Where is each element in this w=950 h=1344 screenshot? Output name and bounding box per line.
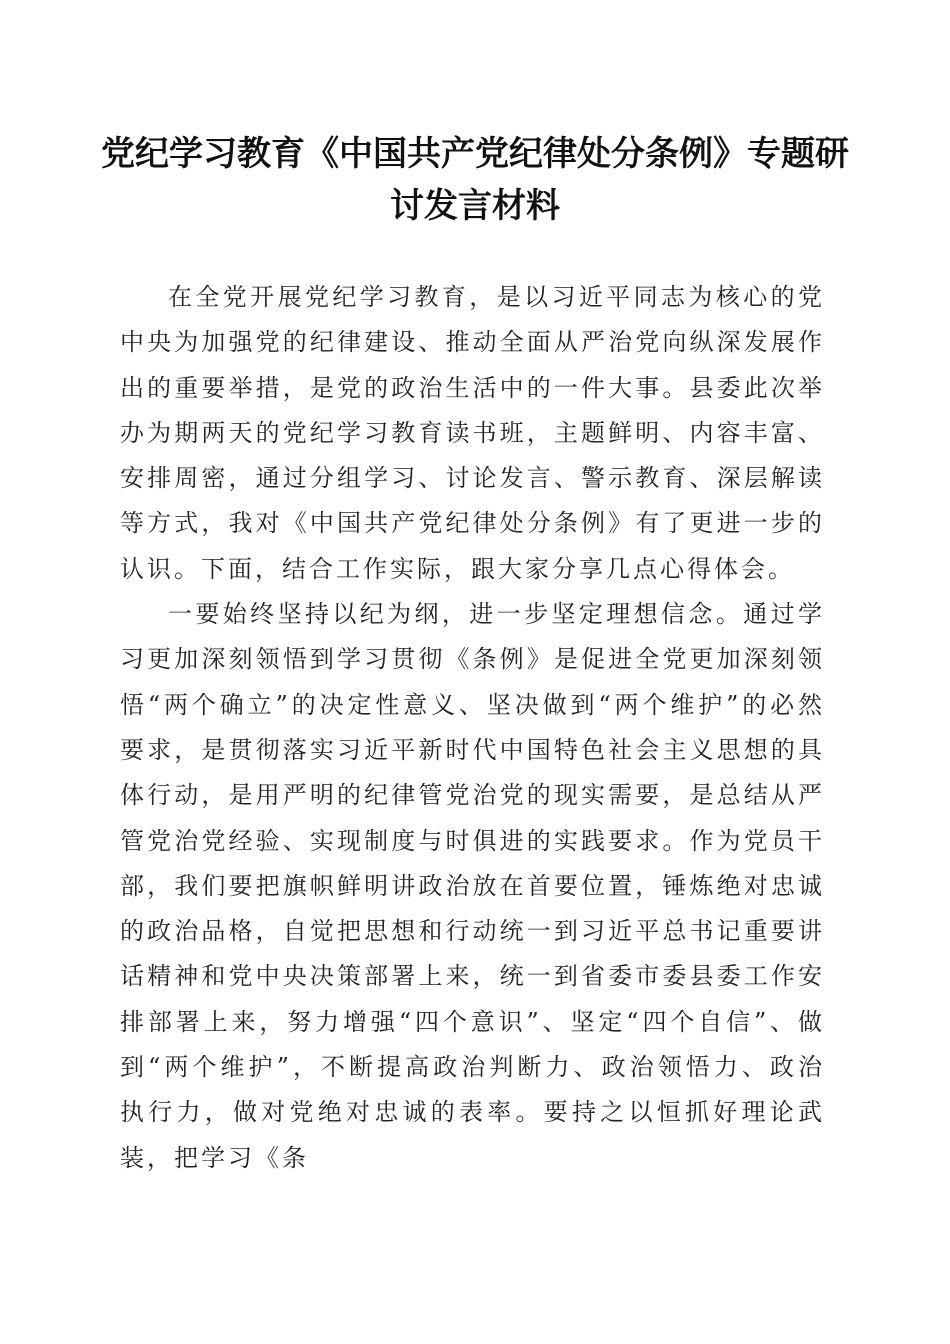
document-body [120, 275, 825, 1181]
paragraph-point-one: 一要始终坚持以纪为纲，进一步坚定理想信念。通过学习更加深刻领悟到学习贯彻《条例》是促进全党更加深刻领悟“两个确立”的决定性意义、坚决做到“两个维护”的必然要求，是贯彻落实习近平新时代中国特色社会主义思想的具体行动，是用严明的纪律管党治党的现实需要，是总结从严管党治党经验、实现制度与时俱进的实践要求。作为党员干部，我们要把旗帜鲜明讲政治放在首要位置，锤炼绝对忠诚的政治品格，自觉把思想和行动统一到习近平总书记重要讲话精神和党中央决策部署上来，统一到省委市委县委工作安排部署上来，努力增强“四个意识”、坚定“四个自信”、做到“两个维护”，不断提高政治判断力、政治领悟力、政治执行力，做对党绝对忠诚的表率。要持之以恒抓好理论武装，把学习《条 [120, 600, 825, 1172]
paragraph-intro: 在全党开展党纪学习教育，是以习近平同志为核心的党中央为加强党的纪律建设、推动全面从严治党向纵深发展作出的重要举措，是党的政治生活中的一件大事。县委此次举办为期两天的党纪学习教育读书班，主题鲜明、内容丰富、安排周密，通过分组学习、讨论发言、警示教育、深层解读等方式，我对《中国共产党纪律处分条例》有了更进一步的认识。下面，结合工作实际，跟大家分享几点心得体会。 [120, 283, 825, 583]
document-title: 党纪学习教育《中国共产党纪律处分条例》专题研讨发言材料 [101, 134, 849, 226]
